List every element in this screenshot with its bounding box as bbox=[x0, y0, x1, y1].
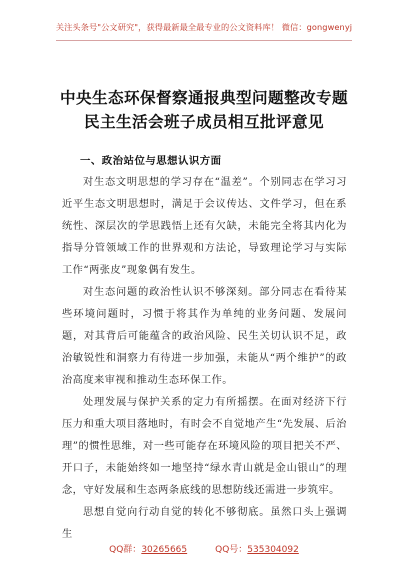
document-title-line-2: 民主生活会班子成员相互批评意见 bbox=[84, 113, 324, 131]
paragraph-2: 对生态问题的政治性认识不够深刻。部分同志在看待某些环境问题时，习惯于将其作为单纯的业务问题、发展问题，对其背后可能蕴含的政治风险、民生关切认识不足，政治敏锐性和洞察力有待进一步加强，未能从“两个维护”的政治高度来审视和推动生态环保工作。 bbox=[62, 287, 347, 386]
document-title bbox=[40, 86, 368, 134]
paragraph-4: 思想自觉向行动自觉的转化不够彻底。虽然口头上强调生 bbox=[62, 507, 347, 540]
document-body bbox=[62, 150, 347, 546]
header-divider bbox=[56, 40, 352, 41]
document-title-line-1: 中央生态环保督察通报典型问题整改专题 bbox=[60, 89, 348, 107]
paragraph-3: 处理发展与保护关系的定力有所摇摆。在面对经济下行压力和重大项目落地时，有时会不自觉地产生“先发展、后治理”的惯性思维，对一些可能存在环境风险的项目把关不严、开口子，未能始终如一地坚持“绿水青山就是金山银山”的理念，守好发展和生态两条底线的思想防线还需进一步筑牢。 bbox=[62, 397, 347, 496]
qq-group-number: 30265665 bbox=[141, 545, 188, 555]
footer-contact bbox=[0, 542, 408, 555]
qq-number: 535304092 bbox=[247, 545, 299, 555]
header-promo-note: 关注头条号"公文研究"，获得最新最全最专业的公文资料库！ 微信：gongwenyj bbox=[55, 22, 353, 32]
paragraph-1: 对生态文明思想的学习存在“温差”。个别同志在学习习近平生态文明思想时，满足于会议传达、文件学习，但在系统性、深层次的学思践悟上还有欠缺，未能完全将其内化为指导分管领域工作的世界观和方法论，导致理论学习与实际工作“两张皮”现象偶有发生。 bbox=[62, 177, 347, 276]
qq-number-label: QQ号： bbox=[215, 545, 248, 555]
qq-group-label: QQ群： bbox=[109, 545, 142, 555]
section-heading: 一、政治站位与思想认识方面 bbox=[80, 155, 222, 167]
